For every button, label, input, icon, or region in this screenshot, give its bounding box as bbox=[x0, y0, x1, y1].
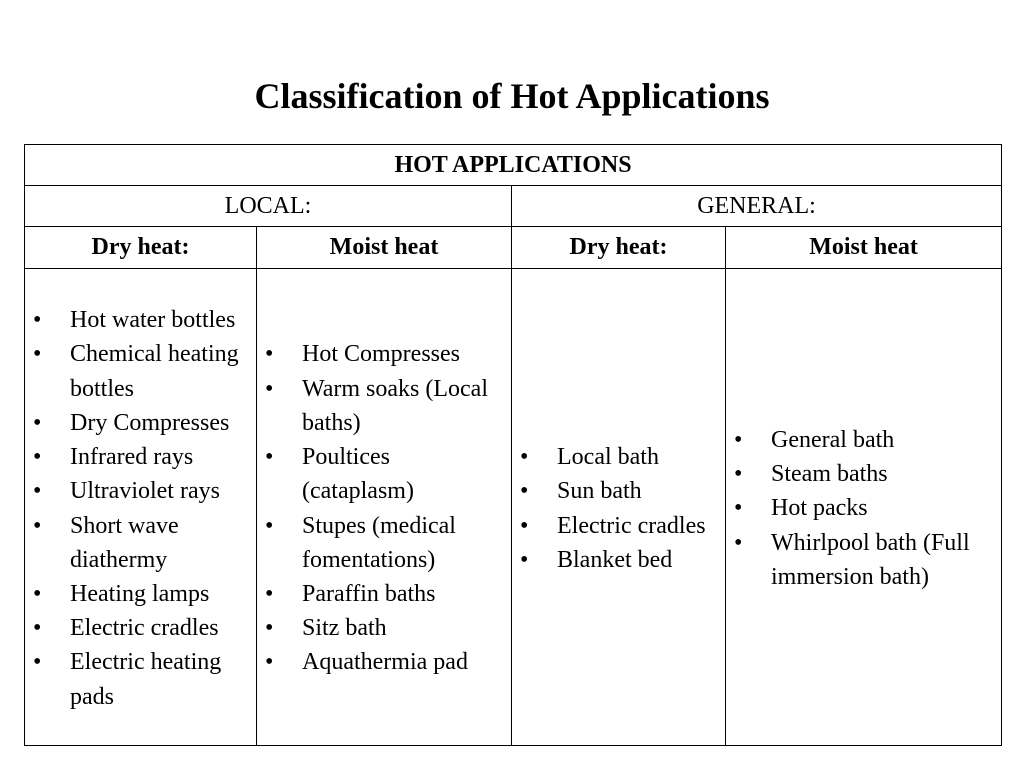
bullet-icon: • bbox=[265, 649, 274, 676]
item-list bbox=[512, 437, 725, 577]
bullet-icon: • bbox=[33, 409, 42, 436]
list-item-text: General bath bbox=[771, 426, 895, 453]
list-item bbox=[257, 577, 511, 611]
list-item bbox=[257, 337, 511, 371]
list-item-text: Short wave diathermy bbox=[70, 512, 179, 573]
list-item bbox=[512, 440, 725, 474]
list-item-text: Local bath bbox=[557, 444, 659, 471]
bullet-icon: • bbox=[265, 512, 274, 539]
list-item bbox=[726, 423, 1001, 457]
list-item-text: Electric heating pads bbox=[70, 649, 222, 710]
list-item-text: Chemical heating bottles bbox=[70, 341, 239, 402]
list-item-text: Ultraviolet rays bbox=[70, 478, 220, 505]
list-item bbox=[512, 543, 725, 577]
bullet-icon: • bbox=[734, 461, 743, 488]
list-item bbox=[25, 406, 256, 440]
list-item bbox=[257, 611, 511, 645]
list-item bbox=[25, 577, 256, 611]
list-item bbox=[257, 372, 511, 440]
list-item bbox=[25, 303, 256, 337]
bullet-icon: • bbox=[265, 444, 274, 471]
bullet-icon: • bbox=[33, 580, 42, 607]
list-item bbox=[25, 337, 256, 405]
item-list bbox=[25, 300, 256, 713]
list-item-text: Whirlpool bath (Full immersion bath) bbox=[771, 529, 970, 590]
bullet-icon: • bbox=[33, 307, 42, 334]
group-header-local: LOCAL: bbox=[25, 186, 512, 227]
items-row bbox=[25, 269, 1002, 746]
list-item-text: Sun bath bbox=[557, 478, 642, 505]
list-item bbox=[512, 474, 725, 508]
bullet-icon: • bbox=[520, 444, 529, 471]
list-item bbox=[257, 509, 511, 577]
bullet-icon: • bbox=[734, 426, 743, 453]
table-header-hot-applications: HOT APPLICATIONS bbox=[25, 145, 1002, 186]
list-item-text: Warm soaks (Local baths) bbox=[302, 375, 488, 436]
list-item bbox=[257, 440, 511, 508]
bullet-icon: • bbox=[33, 649, 42, 676]
bullet-icon: • bbox=[734, 529, 743, 556]
list-item bbox=[726, 457, 1001, 491]
group-header-row bbox=[25, 186, 1002, 227]
bullet-icon: • bbox=[520, 512, 529, 539]
item-list bbox=[257, 334, 511, 679]
list-item bbox=[726, 526, 1001, 594]
list-item bbox=[25, 474, 256, 508]
list-item bbox=[25, 509, 256, 577]
list-item bbox=[25, 645, 256, 713]
list-item-text: Infrared rays bbox=[70, 444, 194, 471]
subheader-local-moist-heat: Moist heat bbox=[257, 227, 512, 269]
bullet-icon: • bbox=[265, 375, 274, 402]
list-item-text: Sitz bath bbox=[302, 615, 387, 642]
list-item bbox=[726, 491, 1001, 525]
list-item-text: Steam baths bbox=[771, 461, 888, 488]
list-item-text: Heating lamps bbox=[70, 580, 210, 607]
page-title: Classification of Hot Applications bbox=[254, 76, 770, 116]
list-item-text: Paraffin baths bbox=[302, 580, 436, 607]
bullet-icon: • bbox=[33, 478, 42, 505]
subheader-row bbox=[25, 227, 1002, 269]
list-item-text: Electric cradles bbox=[70, 615, 219, 642]
list-item-text: Hot packs bbox=[771, 495, 868, 522]
subheader-general-dry-heat: Dry heat: bbox=[512, 227, 726, 269]
subheader-general-moist-heat: Moist heat bbox=[726, 227, 1002, 269]
bullet-icon: • bbox=[520, 546, 529, 573]
list-item-text: Hot Compresses bbox=[302, 341, 460, 368]
list-item-text: Blanket bed bbox=[557, 546, 673, 573]
bullet-icon: • bbox=[265, 580, 274, 607]
list-item-text: Dry Compresses bbox=[70, 409, 230, 436]
group-header-general: GENERAL: bbox=[512, 186, 1002, 227]
column-general-moist-heat bbox=[726, 269, 1002, 746]
table-header-row bbox=[25, 145, 1002, 186]
list-item-text: Aquathermia pad bbox=[302, 649, 468, 676]
bullet-icon: • bbox=[265, 615, 274, 642]
bullet-icon: • bbox=[734, 495, 743, 522]
hot-applications-table bbox=[24, 144, 1002, 746]
column-general-dry-heat bbox=[512, 269, 726, 746]
list-item bbox=[25, 440, 256, 474]
list-item-text: Electric cradles bbox=[557, 512, 706, 539]
item-list bbox=[726, 420, 1001, 594]
list-item bbox=[25, 611, 256, 645]
column-local-moist-heat bbox=[257, 269, 512, 746]
bullet-icon: • bbox=[33, 341, 42, 368]
column-local-dry-heat bbox=[25, 269, 257, 746]
bullet-icon: • bbox=[33, 615, 42, 642]
bullet-icon: • bbox=[520, 478, 529, 505]
list-item bbox=[257, 645, 511, 679]
list-item bbox=[512, 509, 725, 543]
bullet-icon: • bbox=[33, 512, 42, 539]
list-item-text: Poultices (cataplasm) bbox=[302, 444, 414, 505]
list-item-text: Stupes (medical fomentations) bbox=[302, 512, 456, 573]
list-item-text: Hot water bottles bbox=[70, 307, 236, 334]
bullet-icon: • bbox=[33, 444, 42, 471]
bullet-icon: • bbox=[265, 341, 274, 368]
subheader-local-dry-heat: Dry heat: bbox=[25, 227, 257, 269]
